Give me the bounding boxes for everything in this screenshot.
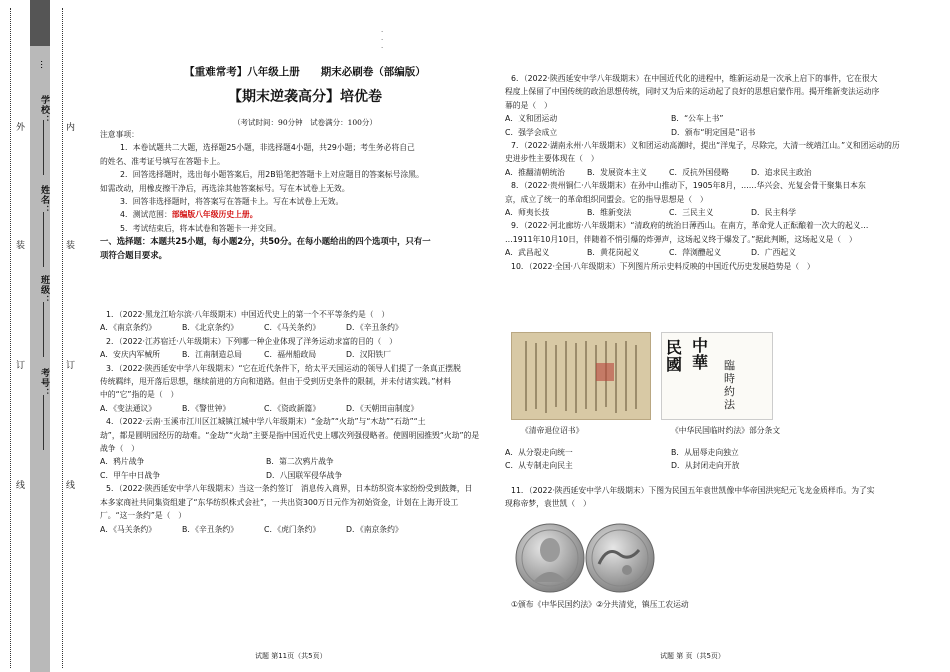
question-line: 幕的是（ ）: [505, 100, 552, 110]
constitution-image: [661, 332, 773, 420]
seal-char: 法: [724, 398, 735, 411]
seal-char: 國: [666, 355, 683, 374]
question-block: [505, 260, 915, 273]
answer-option[interactable]: B．从屈辱走向独立: [671, 448, 739, 457]
notes-line: 如需改动，用橡皮擦干净后，再选涂其他答案标号。写在本试卷上无效。: [100, 183, 350, 193]
question-line: 9．（2022·河北廊坊·八年级期末）“清政府的统治日薄西山。在南方，革命党人正酝酿着一次大的起义…: [511, 221, 869, 231]
answer-option[interactable]: D．《南京条约》: [346, 524, 403, 534]
option-row: [505, 446, 915, 459]
answer-option[interactable]: C．三民主义: [669, 208, 714, 218]
notes-line-scope: [100, 208, 510, 221]
notes-line: 1．本卷试题共二大题，选择题25小题，非选择题4小题，共29小题；考生务必将自己: [120, 143, 415, 153]
answer-option[interactable]: D．从封闭走向开放: [671, 461, 740, 471]
question-line: 6．（2022·陕西延安中学八年级期末）在中国近代化的进程中，维新运动是一次承上启下的事件，它在很大: [511, 74, 878, 83]
question-line: 1．（2022·黑龙江哈尔滨·八年级期末）中国近代史上的第一个不平等条约是（ ）: [106, 310, 390, 319]
answer-option[interactable]: D．民主科学: [751, 208, 796, 218]
seal-chars-c: [724, 359, 738, 411]
answer-option[interactable]: D．《天朝田亩制度》: [346, 403, 419, 413]
answer-option[interactable]: B．发展资本主义: [587, 167, 647, 177]
question-line: 中的“它”指的是（ ）: [100, 390, 179, 400]
answer-option[interactable]: B．《辛丑条约》: [182, 524, 239, 534]
paper-subtitle: 【重难常考】八年级上册 期末必刷卷（部编版）: [184, 66, 426, 78]
answer-option[interactable]: B．维新变法: [587, 208, 632, 218]
coin-images: [515, 520, 655, 596]
option-row: [505, 206, 915, 219]
option-row: [100, 469, 510, 482]
page-footer-right: 试题 第 页（共5页）: [660, 652, 725, 660]
notes-line: 3．回答非选择题时，将答案写在答题卡上。写在本试卷上无效。: [120, 197, 344, 207]
inner-char: 装: [66, 241, 76, 251]
q10-options: [505, 446, 915, 473]
question-block: [100, 335, 510, 362]
answer-option[interactable]: C．强学会成立: [505, 127, 558, 137]
school-label: 学校：: [39, 95, 49, 125]
answer-option[interactable]: C．反抗外国侵略: [669, 167, 730, 177]
answer-option[interactable]: D．《辛丑条约》: [346, 323, 403, 333]
inner-dotted-line: [62, 8, 63, 668]
question-line: 10．（2022·全国·八年级期末）下列图片所示史料反映的中国近代历史发展趋势是（ ）: [511, 261, 815, 271]
exam-info: （考试时间：90分钟 试卷满分：100分）: [233, 118, 377, 127]
question-block: [100, 415, 510, 482]
answer-option[interactable]: D．广西起义: [751, 248, 796, 258]
caption-constitution: 《中华民国临时约法》部分条文: [671, 426, 781, 435]
option-row: [100, 348, 510, 361]
q11-statements: ①颁布《中华民国约法》②分共清党，镇压工农运动: [511, 600, 689, 609]
seal-char: 民: [666, 338, 683, 357]
caption-edict: 《清帝退位诏书》: [521, 426, 584, 435]
answer-option[interactable]: B．《警世钟》: [182, 403, 231, 413]
answer-option[interactable]: D．八国联军侵华战争: [266, 470, 343, 480]
dots: …: [38, 60, 48, 70]
answer-option[interactable]: B．江南制造总局: [182, 350, 242, 360]
question-line: 5．（2022·陕西延安中学八年级期末）当这一条约签订 消息传入商界，日本纺织资本家纷纷受到鼓舞，日: [106, 484, 473, 494]
question-line: 劫”，都是圆明园经历的劫难。“金劫”“火劫”主要是指中国近代史上哪次列强侵略者。使圆明园推毁“火劫”的是: [100, 430, 480, 440]
answer-option[interactable]: B．黄花岗起义: [587, 248, 640, 258]
question-line: 程度上保留了中国传统的政治思想传统，同时又为后来的运动起了良好的思想启蒙作用。揭开维新变法运动序: [505, 87, 880, 97]
seal-char: 臨: [724, 359, 735, 372]
seal-char: 中: [692, 336, 709, 355]
scope-prefix: 4．测试范围：: [120, 210, 172, 220]
edict-script-icon: [512, 333, 650, 419]
answer-option[interactable]: D．追求民主政治: [751, 167, 812, 177]
option-row: [505, 112, 915, 125]
answer-option[interactable]: C．甲午中日战争: [100, 470, 161, 480]
question-line: 11．（2022·陕西延安中学八年级期末）下图为民国五年袁世凯像中华帝国洪宪纪元飞龙金质样币。为了实: [511, 486, 875, 495]
outer-char: 装: [16, 241, 26, 251]
seal-char: 華: [692, 353, 709, 372]
question-line: 2．（2022·江苏宿迁·八年级期末）下列哪一种企业体现了洋务运动求富的目的（ ）: [106, 336, 397, 346]
option-row: [505, 166, 915, 179]
section-heading-cont: 项符合题目要求。: [100, 249, 167, 260]
name-label: 姓名：: [39, 185, 49, 215]
left-page: [100, 0, 510, 672]
question-line: …1911年10月10日，伴随着不悄引爆的炸弹声，这场起义终于爆发了。”据此判断，这场起义是（ ）: [505, 234, 857, 244]
answer-option[interactable]: C．《虎门条约》: [264, 524, 321, 534]
center-dots: · · ·: [381, 28, 384, 52]
inner-char: 内: [66, 123, 76, 133]
class-field[interactable]: [43, 302, 44, 357]
inner-char: 订: [66, 361, 76, 371]
option-row: [505, 459, 915, 472]
question-line: 战争（ ）: [100, 444, 139, 454]
seal-char: 時: [724, 372, 735, 385]
right-page: [505, 0, 915, 672]
coin-icon: [515, 520, 655, 596]
figure-10: [511, 332, 911, 450]
answer-option[interactable]: A．安庆内军械所: [100, 350, 160, 360]
id-field[interactable]: [43, 395, 44, 450]
answer-option[interactable]: B．第二次鸦片战争: [266, 457, 334, 467]
answer-option[interactable]: A．从分裂走向统一: [505, 448, 573, 457]
outer-char: 外: [16, 123, 26, 133]
option-row: [100, 523, 510, 536]
question-block: [100, 362, 510, 416]
school-field[interactable]: [43, 120, 44, 175]
page-footer-left: 试题 第11页（共5页）: [255, 652, 327, 660]
answer-option[interactable]: C．福州船政局: [264, 350, 317, 360]
question-block: [505, 219, 915, 259]
question-block: [100, 482, 510, 536]
notes-block: [100, 128, 510, 262]
option-row: [505, 246, 915, 259]
question-line: 本多家商社共同集资组建了“东华纺织株式会社”，一共出资300万日元作为初始资金，计划在上海开设工: [100, 497, 459, 507]
class-label: 班级：: [39, 275, 49, 305]
question-block: [100, 308, 510, 335]
answer-option[interactable]: A．师夷长技: [505, 208, 550, 218]
option-row: [100, 321, 510, 334]
answer-option[interactable]: C．《资政新篇》: [264, 403, 321, 413]
answer-option[interactable]: B．《北京条约》: [182, 323, 239, 333]
question-line: 传统羁绊，甩开落后思想，继续前进的方向和道路。但由于受到历史条件的限制，并未付诸实践。”材料: [100, 377, 451, 387]
left-questions: [100, 308, 510, 536]
edict-image: [511, 332, 651, 420]
question-line: 史进步性主要体现在（ ）: [505, 154, 599, 164]
answer-option[interactable]: C．萍浏醴起义: [669, 248, 722, 258]
answer-option[interactable]: C．从专制走向民主: [505, 461, 573, 471]
inner-char: 线: [66, 481, 76, 491]
answer-option[interactable]: D．汉阳铁厂: [346, 350, 391, 360]
answer-option[interactable]: B．“公车上书”: [671, 114, 724, 124]
answer-option[interactable]: A．义和团运动: [505, 114, 558, 124]
outer-char: 订: [16, 361, 26, 371]
seal-chars-a: [692, 337, 710, 371]
question-line: 厂。“这一条约”是（ ）: [100, 511, 187, 521]
answer-option[interactable]: A．《马关条约》: [100, 524, 157, 534]
question-11: [505, 484, 915, 511]
question-line: 3．（2022·陕西延安中学八年级期末）“它在近代条件下，给太平天国运动的领导人们提了一条真正摆脱: [106, 363, 461, 373]
right-questions: [505, 72, 915, 273]
answer-option[interactable]: A．武昌起义: [505, 248, 550, 258]
answer-option[interactable]: A．《变法通议》: [100, 403, 157, 413]
notes-line: 的姓名、准考证号填写在答题卡上。: [100, 156, 225, 166]
name-field[interactable]: [43, 212, 44, 267]
option-row: [100, 455, 510, 468]
id-label: 考号：: [39, 368, 49, 398]
option-row: [100, 402, 510, 415]
notes-line: 5．考试结束后，将本试卷和答题卡一并交回。: [120, 223, 281, 233]
paper-title: 【期末逆袭高分】培优卷: [228, 89, 382, 105]
question-line: 现称帝梦，袁世凯（ ）: [505, 499, 591, 509]
option-row: [505, 126, 915, 139]
outer-dotted-line: [10, 8, 11, 668]
notes-heading: 注意事项：: [100, 130, 139, 139]
question-block: [505, 72, 915, 139]
question-line: 7．（2022·湖南永州·八年级期末）义和团运动高潮时，提出“洋鬼子，尽除完，大清一统靖江山。”义和团运动的历: [511, 141, 900, 151]
answer-option[interactable]: A．《南京条约》: [100, 323, 157, 333]
answer-option[interactable]: D．颁布“明定国是”诏书: [671, 127, 756, 137]
answer-option[interactable]: C．《马关条约》: [264, 323, 321, 333]
notes-line: 2．回答选择题时，选出每小题答案后，用2B铅笔把答题卡上对应题目的答案标号涂黑。: [120, 170, 424, 180]
question-line: 8．（2022·贵州铜仁·八年级期末）在孙中山推动下，1905年8月，……华兴会、光复会骨干聚集日本东: [511, 181, 866, 191]
question-line: 4．（2022·云南·玉溪市江川区江城镇江城中学八年级期末）“金劫”“火劫”与“木劫”“石劫”“土: [106, 417, 426, 427]
seal-chars-b: [666, 339, 684, 373]
question-line: 京，成立了统一的革命组织同盟会。它的指导思想是（ ）: [505, 194, 708, 204]
seal-char: 約: [724, 385, 735, 398]
answer-option[interactable]: A．推翻清朝统治: [505, 167, 565, 177]
section-heading: 一、选择题：本题共25小题，每小题2分，共50分。在每小题给出的四个选项中，只有一: [100, 236, 431, 247]
scope-value: 部编版八年级历史上册。: [171, 210, 258, 220]
question-block: [505, 179, 915, 219]
outer-char: 线: [16, 481, 26, 491]
binding-strip: [0, 0, 100, 672]
question-block: [505, 139, 915, 179]
answer-option[interactable]: A．鸦片战争: [100, 457, 145, 467]
